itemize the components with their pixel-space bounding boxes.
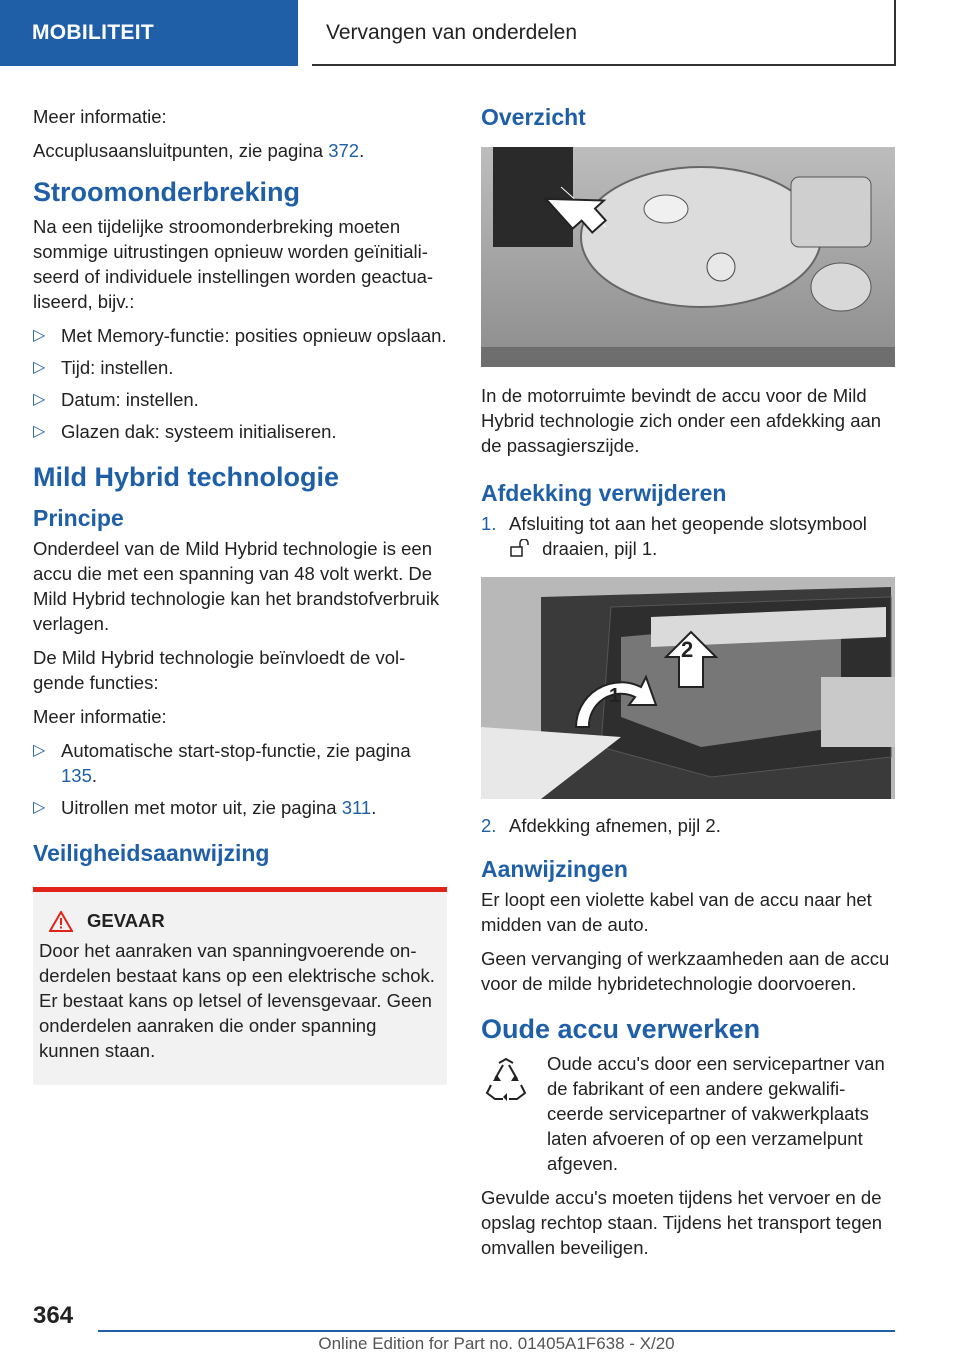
left-column (33, 104, 447, 1085)
right-column (481, 104, 895, 1269)
page-link-311[interactable]: 311 (341, 797, 372, 818)
intro-paragraph: Accuplusaansluitpunten, zie pagina 372. (33, 140, 365, 161)
triangle-bullet-icon: ▷ (33, 742, 46, 759)
battery-cover-photo (481, 577, 895, 799)
heading-aanwijzingen: Aanwijzingen (481, 856, 628, 882)
list-item: ▷ Automatische start-stop-functie, zie pagina 135. (33, 740, 411, 786)
triangle-bullet-icon: ▷ (33, 799, 46, 816)
heading-mild-hybrid: Mild Hybrid technologie (33, 462, 340, 492)
page-link-372[interactable]: 372 (328, 140, 360, 161)
engine-bay-photo (481, 147, 895, 367)
old-paragraph-2: Gevulde accu's moeten tijdens het vervoer en de opslag rechtop staan. Tijdens het transport tegen omvallen beveiligen. (481, 1187, 883, 1258)
recycle-icon (481, 1055, 531, 1105)
triangle-bullet-icon: ▷ (33, 423, 46, 440)
page-link-135[interactable]: 135 (61, 765, 92, 786)
arrow-label-2: 2 (681, 637, 694, 662)
intro-label: Meer informatie: (33, 106, 167, 127)
list-item: ▷ Glazen dak: systeem initialiseren. (33, 421, 337, 442)
principe-list (33, 738, 447, 820)
heading-overzicht: Overzicht (481, 104, 586, 130)
step-item: 2. Afdekking afnemen, pijl 2. (481, 815, 721, 836)
step-item: 1. Afsluiting tot aan het geopende slotsymbool draaien, pijl 1. (481, 513, 867, 559)
principe-paragraph-1: Onderdeel van de Mild Hybrid technologie is een accu die met een spanning van 48 volt werkt. De Mild Hybrid technologie kan het brandstofverbruik verlagen. (33, 538, 440, 634)
heading-veiligheidsaanwijzing: Veiligheidsaanwijzing (33, 840, 270, 866)
page-number: 364 (33, 1302, 74, 1329)
recycle-block (481, 1051, 895, 1176)
warning-box (33, 887, 447, 1085)
power-list (33, 323, 447, 444)
list-item: ▷ Met Memory-functie: posities opnieuw opslaan. (33, 325, 447, 346)
cover-steps-2 (481, 813, 895, 838)
section-tab: MOBILITEIT (0, 0, 298, 66)
arrow-label-1: 1 (609, 685, 621, 707)
heading-oude-accu: Oude accu verwerken (481, 1014, 761, 1044)
old-paragraph-1: Oude accu's door een servicepartner van de fabrikant of een andere gekwalificeerde servicepartner of vakwerkplaats laten afvoeren of op een verzamelpunt afgeven. (547, 1053, 885, 1174)
list-item: ▷ Datum: instellen. (33, 389, 199, 410)
triangle-bullet-icon: ▷ (33, 359, 46, 376)
warning-text: Door het aanraken van spanningvoerende onderdelen bestaat kans op een elektrische schok. Er bestaat kans op letsel of levensgevaar. Geen onderdelen aanraken die onder spanning kunnen staan. (39, 940, 435, 1061)
power-paragraph: Na een tijdelijke stroomonderbreking moeten sommige uitrustingen opnieuw worden geïnitialiseerd of individuele instellingen worden geactualiseerd, bijv.: (33, 216, 434, 312)
footer-edition: Online Edition for Part no. 01405A1F638 - X/20 (318, 1334, 675, 1353)
principe-paragraph-3: Meer informatie: (33, 706, 167, 727)
heading-afdekking: Afdekking verwijderen (481, 480, 727, 506)
principe-paragraph-2: De Mild Hybrid technologie beïnvloedt de volgende functies: (33, 647, 406, 693)
footer-divider (98, 1330, 895, 1332)
list-item: ▷ Uitrollen met motor uit, zie pagina 311. (33, 797, 377, 818)
notes-paragraph-2: Geen vervanging of werkzaamheden aan de accu voor de milde hybridetechnologie doorvoeren. (481, 948, 890, 994)
cover-steps-1 (481, 511, 895, 561)
triangle-bullet-icon: ▷ (33, 327, 46, 344)
warning-triangle-icon (49, 911, 73, 932)
page-header (0, 0, 960, 66)
overview-paragraph: In de motorruimte bevindt de accu voor de Mild Hybrid technologie zich onder een afdekking aan de passagierszijde. (481, 385, 882, 456)
open-lock-icon (509, 539, 533, 557)
notes-paragraph-1: Er loopt een violette kabel van de accu naar het midden van de auto. (481, 889, 872, 935)
chapter-title: Vervangen van onderdelen (312, 0, 896, 66)
heading-principe: Principe (33, 505, 124, 531)
triangle-bullet-icon: ▷ (33, 391, 46, 408)
warning-title: GEVAAR (39, 910, 439, 932)
list-item: ▷ Tijd: instellen. (33, 357, 174, 378)
heading-stroomonderbreking: Stroomonderbreking (33, 177, 301, 207)
